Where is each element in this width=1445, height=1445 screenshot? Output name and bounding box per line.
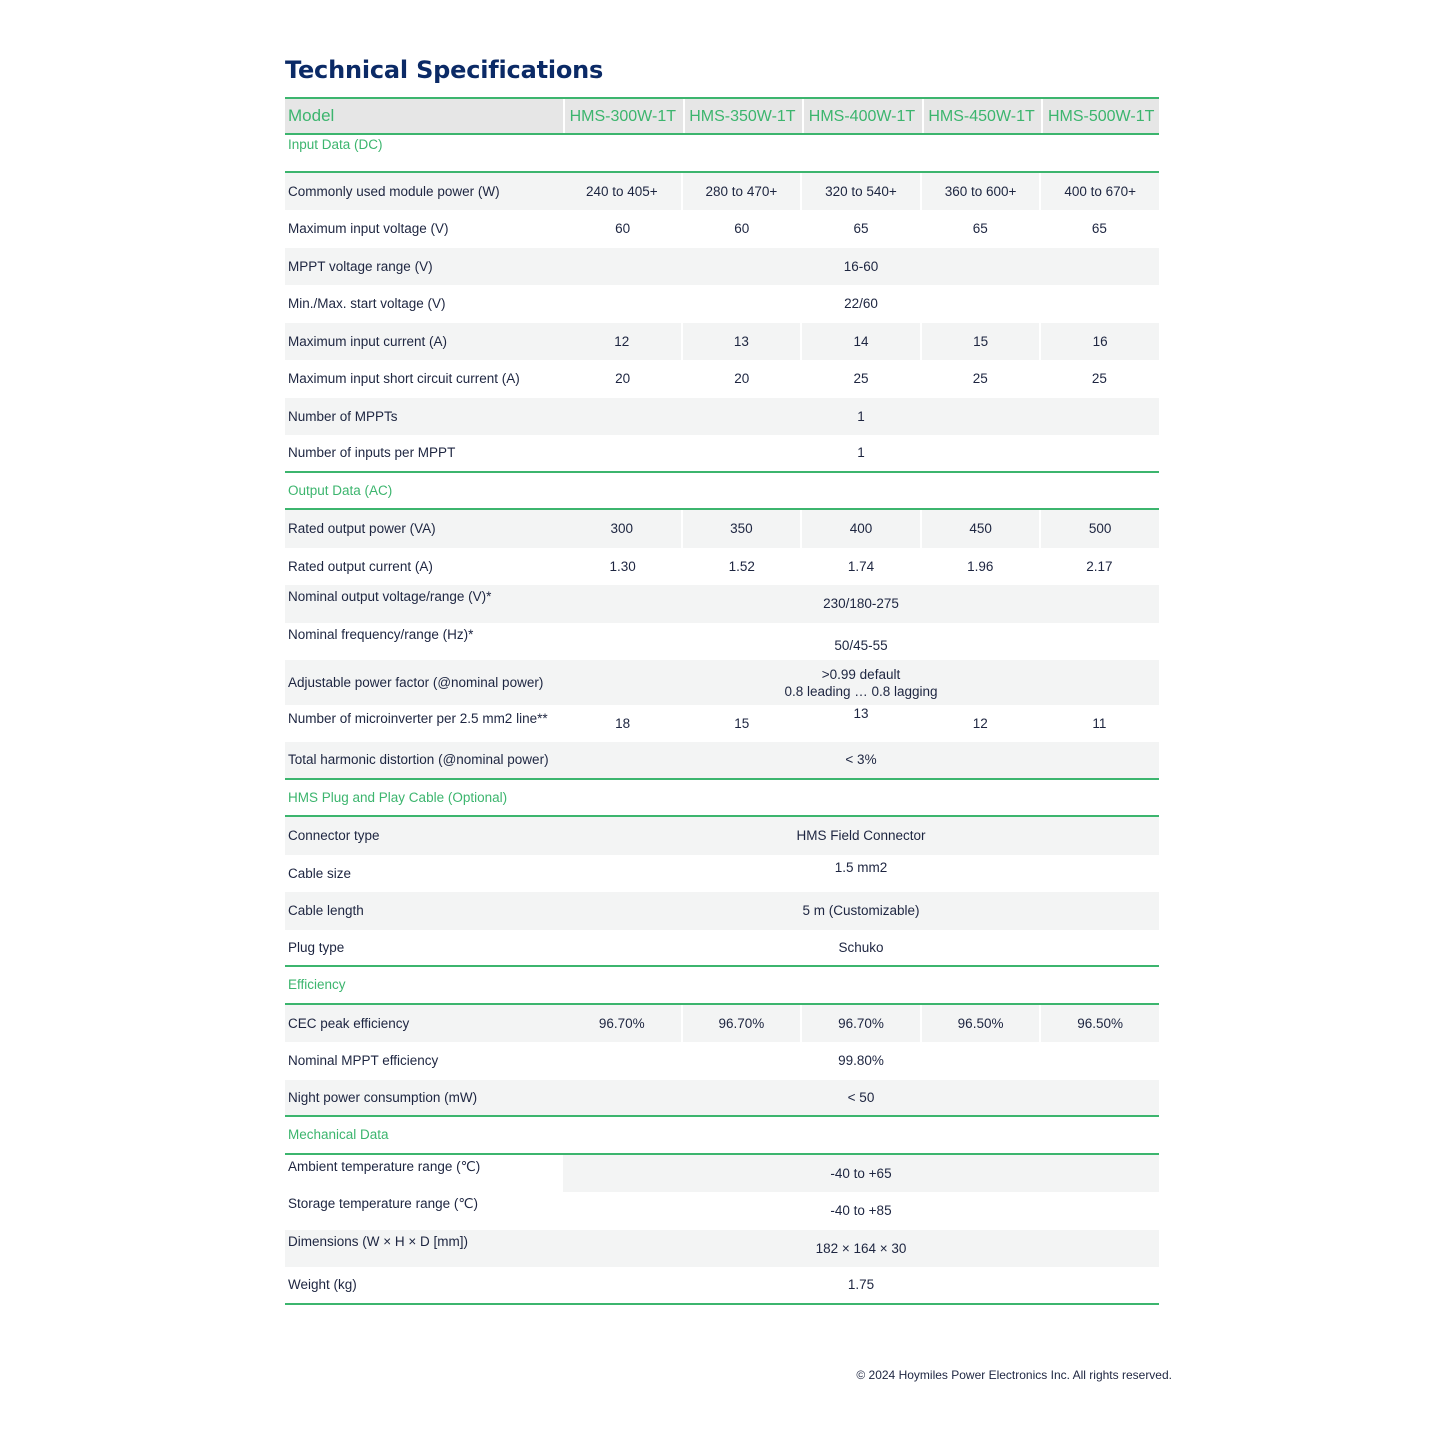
table-row: [285, 1230, 1159, 1268]
row-label: Number of inputs per MPPT: [288, 445, 456, 461]
row-label: Night power consumption (mW): [285, 1080, 563, 1116]
table-row: [285, 1155, 1159, 1193]
value-cell: 1.5 mm2: [834, 859, 888, 875]
value-cell: 5 m (Customizable): [563, 892, 1159, 930]
table-row: [285, 855, 1159, 893]
row-label: Dimensions (W × H × D [mm]): [285, 1230, 563, 1268]
value-cell: [563, 660, 1159, 705]
row-label: Nominal MPPT efficiency: [288, 1053, 439, 1069]
row-label: Total harmonic distortion (@nominal power): [285, 742, 563, 778]
value-cell: 2.17: [1086, 558, 1113, 574]
table-row: [285, 1267, 1159, 1305]
section-cable: [285, 780, 1159, 818]
value-cell: 11: [1092, 716, 1107, 731]
table-row: [285, 705, 1159, 742]
value-cell: 14: [802, 323, 920, 361]
power-factor-line1: >0.99 default: [821, 666, 901, 682]
table-row: [285, 248, 1159, 286]
table-row: [285, 585, 1159, 623]
value-cell: 300: [563, 510, 681, 548]
header-label: Model: [288, 106, 335, 125]
value-cell: 65: [972, 221, 988, 237]
row-label: Weight (kg): [288, 1277, 357, 1293]
value-cell: 400 to 670+: [1041, 173, 1159, 211]
section-label: Input Data (DC): [288, 137, 383, 152]
table-row: [285, 623, 1159, 661]
table-row: [285, 510, 1159, 548]
row-label: Adjustable power factor (@nominal power): [285, 660, 563, 705]
row-label: Connector type: [285, 817, 563, 855]
table-row: [285, 435, 1159, 473]
row-label: Storage temperature range (℃): [288, 1196, 479, 1211]
value-cell: 1.74: [847, 558, 875, 574]
value-cell: 20: [615, 371, 631, 387]
value-cell: 96.50%: [922, 1005, 1040, 1043]
section-label: HMS Plug and Play Cable (Optional): [288, 789, 508, 805]
value-cell: 1: [857, 445, 865, 461]
row-label: Commonly used module power (W): [285, 173, 563, 211]
value-cell: 240 to 405+: [563, 173, 681, 211]
section-label: Output Data (AC): [288, 482, 393, 498]
model-header-350: HMS-350W-1T: [683, 99, 801, 133]
value-cell: 18: [615, 716, 631, 731]
value-cell: 15: [922, 323, 1040, 361]
value-cell: -40 to +65: [563, 1155, 1159, 1193]
row-label: Maximum input current (A): [285, 323, 563, 361]
value-cell: 60: [734, 221, 750, 237]
value-cell: 400: [802, 510, 920, 548]
section-label: Efficiency: [288, 977, 346, 993]
row-label: Min./Max. start voltage (V): [288, 296, 446, 312]
value-cell: 12: [972, 716, 988, 731]
spec-table: [285, 97, 1159, 1305]
section-input-data: [285, 135, 1159, 173]
value-cell: 12: [563, 323, 681, 361]
row-label: Cable length: [285, 892, 563, 930]
row-label: Maximum input short circuit current (A): [288, 371, 520, 387]
value-cell: 13: [683, 323, 801, 361]
section-efficiency: [285, 967, 1159, 1005]
value-cell: 1.75: [847, 1277, 875, 1293]
value-cell: 15: [734, 716, 750, 731]
row-label: Number of MPPTs: [285, 398, 563, 436]
value-cell: 50/45-55: [834, 637, 888, 653]
value-cell: -40 to +85: [830, 1203, 892, 1219]
model-header-450: HMS-450W-1T: [922, 99, 1040, 133]
row-label: Cable size: [288, 865, 352, 881]
section-output-data: [285, 473, 1159, 511]
table-header: [285, 97, 1159, 135]
value-cell: 20: [734, 371, 750, 387]
table-row: [285, 660, 1159, 705]
value-cell: 96.50%: [1041, 1005, 1159, 1043]
table-row: [285, 548, 1159, 586]
section-mechanical: [285, 1117, 1159, 1155]
model-header-400: HMS-400W-1T: [802, 99, 920, 133]
value-cell: 1.30: [609, 558, 636, 574]
value-cell: Schuko: [838, 939, 884, 955]
table-row: [285, 817, 1159, 855]
table-row: [285, 1080, 1159, 1118]
table-row: [285, 1042, 1159, 1080]
row-label: Nominal output voltage/range (V)*: [285, 585, 563, 623]
table-row: [285, 173, 1159, 211]
row-label: Rated output current (A): [288, 558, 433, 574]
value-cell: 99.80%: [838, 1053, 884, 1069]
value-cell: 25: [853, 371, 869, 387]
value-cell: 320 to 540+: [802, 173, 920, 211]
value-cell: 500: [1041, 510, 1159, 548]
value-cell: 1.96: [967, 558, 994, 574]
table-row: [285, 398, 1159, 436]
value-cell: 65: [853, 221, 869, 237]
table-row: [285, 742, 1159, 780]
row-label: Plug type: [288, 939, 345, 955]
value-cell: 60: [615, 221, 631, 237]
row-label: Rated output power (VA): [285, 510, 563, 548]
table-row: [285, 930, 1159, 968]
value-cell: 450: [922, 510, 1040, 548]
row-label: MPPT voltage range (V): [285, 248, 563, 286]
power-factor-line2: 0.8 leading … 0.8 lagging: [784, 683, 938, 699]
row-label: Maximum input voltage (V): [288, 221, 449, 237]
value-cell: < 3%: [563, 742, 1159, 778]
model-header-300: HMS-300W-1T: [563, 99, 681, 133]
copyright-footer: © 2024 Hoymiles Power Electronics Inc. All rights reserved.: [856, 1368, 1172, 1382]
value-cell: 360 to 600+: [922, 173, 1040, 211]
value-cell: 22/60: [844, 296, 878, 312]
value-cell: 96.70%: [563, 1005, 681, 1043]
value-cell: 16: [1041, 323, 1159, 361]
table-row: [285, 323, 1159, 361]
value-cell: 96.70%: [683, 1005, 801, 1043]
value-cell: 182 × 164 × 30: [563, 1230, 1159, 1268]
model-header-500: HMS-500W-1T: [1041, 99, 1159, 133]
value-cell: 16-60: [563, 248, 1159, 286]
table-row: [285, 892, 1159, 930]
value-cell: 280 to 470+: [683, 173, 801, 211]
value-cell: < 50: [563, 1080, 1159, 1116]
page-title: Technical Specifications: [285, 56, 604, 84]
value-cell: 96.70%: [802, 1005, 920, 1043]
value-cell: 13: [853, 706, 869, 721]
row-label: Number of microinverter per 2.5 mm2 line**: [288, 711, 548, 726]
value-cell: 350: [683, 510, 801, 548]
value-cell: 1.52: [728, 558, 755, 574]
row-label: CEC peak efficiency: [285, 1005, 563, 1043]
value-cell: 25: [972, 371, 988, 387]
value-cell: 1: [563, 398, 1159, 436]
table-row: [285, 285, 1159, 323]
table-row: [285, 210, 1159, 248]
table-row: [285, 1005, 1159, 1043]
section-label: Mechanical Data: [288, 1127, 389, 1143]
table-row: [285, 1192, 1159, 1230]
row-label: Ambient temperature range (℃): [285, 1155, 563, 1193]
row-label: Nominal frequency/range (Hz)*: [288, 626, 474, 642]
table-row: [285, 360, 1159, 398]
value-cell: 25: [1091, 371, 1107, 387]
value-cell: HMS Field Connector: [563, 817, 1159, 855]
value-cell: 230/180-275: [563, 585, 1159, 623]
value-cell: 65: [1091, 221, 1107, 237]
